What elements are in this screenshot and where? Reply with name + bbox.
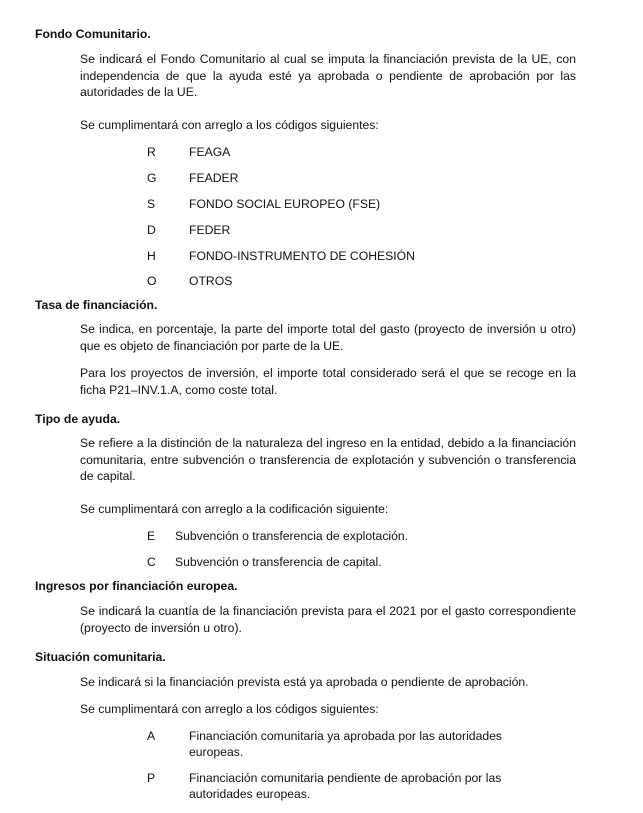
- paragraph: Se refiere a la distinción de la naturaleza del ingreso en la entidad, debido a la financiación comunitaria, entre subvención o transferencia de explotación y subvención o transferencia de capital.: [80, 436, 576, 483]
- section-heading-tasa-de-financiacion: Tasa de financiación.: [35, 298, 158, 312]
- paragraph: Se indicará la cuantía de la financiación prevista para el 2021 por el gasto correspondiente (proyecto de inversión u otro).: [80, 604, 576, 635]
- code-letter: D: [147, 223, 156, 237]
- code-letter: A: [147, 729, 156, 743]
- section-heading-fondo-comunitario: Fondo Comunitario.: [35, 27, 151, 41]
- code-letter: H: [147, 249, 156, 263]
- code-letter: O: [147, 274, 157, 288]
- paragraph: Se indicará el Fondo Comunitario al cual se imputa la financiación prevista de la UE, con independencia de que la ayuda esté ya aprobada o pendiente de aprobación por las autoridades de la UE.: [80, 52, 576, 99]
- section-heading-situacion-comunitaria: Situación comunitaria.: [35, 650, 166, 664]
- code-letter: P: [147, 771, 156, 785]
- code-description: FEADER: [189, 171, 239, 185]
- paragraph: Se cumplimentará con arreglo a la codificación siguiente:: [80, 502, 389, 516]
- code-description: Subvención o transferencia de explotación.: [175, 529, 409, 543]
- code-letter: E: [147, 529, 156, 543]
- code-letter: R: [147, 145, 156, 159]
- code-description: Financiación comunitaria pendiente de aprobación por las autoridades europeas.: [189, 771, 502, 801]
- code-description: FEAGA: [189, 145, 231, 159]
- paragraph: Se indica, en porcentaje, la parte del importe total del gasto (proyecto de inversión u otro) que es objeto de financiación por parte de la UE.: [80, 322, 576, 353]
- paragraph: Se indicará si la financiación prevista está ya aprobada o pendiente de aprobación.: [80, 675, 529, 689]
- section-heading-tipo-de-ayuda: Tipo de ayuda.: [35, 412, 121, 426]
- section-heading-ingresos-por-financiacion-europea: Ingresos por financiación europea.: [35, 579, 238, 593]
- code-letter: G: [147, 171, 157, 185]
- paragraph: Para los proyectos de inversión, el importe total considerado será el que se recoge en la ficha P21–INV.1.A, como coste total.: [80, 366, 576, 397]
- paragraph: Se cumplimentará con arreglo a los códigos siguientes:: [80, 702, 379, 716]
- code-description: Subvención o transferencia de capital.: [175, 555, 382, 569]
- code-description: FONDO SOCIAL EUROPEO (FSE): [189, 197, 381, 211]
- code-description: OTROS: [189, 274, 233, 288]
- code-description: FONDO-INSTRUMENTO DE COHESIÓN: [189, 249, 415, 263]
- code-description: FEDER: [189, 223, 231, 237]
- code-description: Financiación comunitaria ya aprobada por las autoridades europeas.: [189, 729, 503, 759]
- code-letter: S: [147, 197, 156, 211]
- paragraph: Se cumplimentará con arreglo a los códigos siguientes:: [80, 118, 379, 132]
- code-letter: C: [147, 555, 156, 569]
